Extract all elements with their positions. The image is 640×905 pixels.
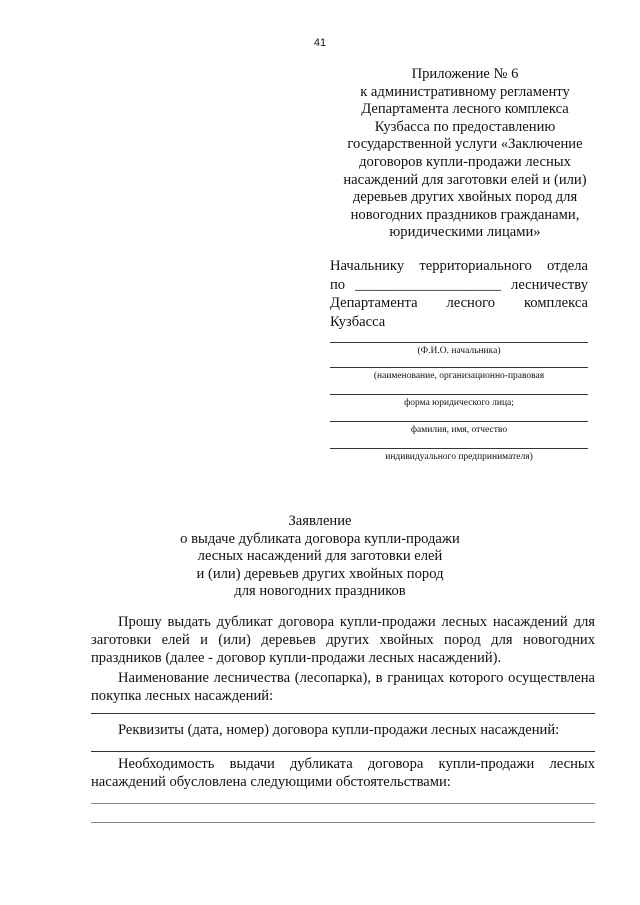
appendix-header <box>330 66 600 242</box>
appendix-line: насаждений для заготовки елей и (или) <box>343 171 587 188</box>
reasons-line[interactable] <box>91 822 595 823</box>
statement-title-block <box>0 513 640 601</box>
appendix-line: Департамента лесного комплекса <box>361 101 569 118</box>
appendix-line: Кузбасса по предоставлению <box>374 118 556 135</box>
forestry-name-line[interactable] <box>91 713 595 714</box>
addressee-word: территориального <box>419 258 532 274</box>
statement-subtitle-line: для новогодних праздников <box>234 583 406 600</box>
appendix-line: договоров купли-продажи лесных <box>359 153 571 170</box>
addressee-word: комплекса <box>523 295 588 311</box>
contract-details-label: Реквизиты (дата, номер) договора купли-продажи лесных насаждений: <box>118 722 560 738</box>
appendix-line: деревьев других хвойных пород для <box>352 189 578 206</box>
statement-subtitle-line: лесных насаждений для заготовки елей <box>197 548 443 565</box>
field-caption: индивидуального предпринимателя) <box>385 452 533 462</box>
appendix-line: Приложение № 6 <box>411 66 519 82</box>
addressee-block <box>330 257 588 331</box>
org-form-field[interactable] <box>330 394 588 409</box>
full-name-field[interactable] <box>330 421 588 436</box>
statement-title: Заявление <box>288 513 352 529</box>
addressee-word: лесничеству <box>511 276 588 293</box>
field-caption: (наименование, организационно-правовая <box>373 371 545 381</box>
forestry-blank[interactable]: ____________________ <box>355 276 502 293</box>
forestry-name-label: Наименование лесничества (лесопарка), в границах которого осуществлена покупка лесных насаждений: <box>91 670 595 704</box>
addressee-line <box>330 313 588 332</box>
appendix-line: к административному регламенту <box>360 83 570 100</box>
field-caption: (Ф.И.О. начальника) <box>417 346 501 356</box>
fill-line <box>330 394 588 395</box>
fill-line <box>330 342 588 343</box>
addressee-line <box>330 257 588 276</box>
appendix-line: новогодних праздников гражданами, <box>350 206 580 223</box>
appendix-line: государственной услуги «Заключение <box>347 136 583 153</box>
contract-details-line[interactable] <box>91 751 595 752</box>
entrepreneur-field[interactable] <box>330 448 588 463</box>
addressee-word: Начальнику <box>330 258 405 274</box>
addressee-word: Департамента <box>330 295 418 311</box>
field-caption: форма юридического лица; <box>404 398 514 408</box>
org-name-field[interactable] <box>330 367 588 382</box>
fill-line <box>330 448 588 449</box>
reasons-line[interactable] <box>91 803 595 804</box>
reasons-label: Необходимость выдачи дубликата договора купли-продажи лесных насаждений обусловлена следующими обстоятельствами: <box>91 756 595 790</box>
addressee-line <box>330 294 588 313</box>
addressee-word: отдела <box>547 258 588 274</box>
addressee-line <box>330 276 588 295</box>
statement-subtitle-line: о выдаче дубликата договора купли-продажи <box>180 530 460 547</box>
field-caption: фамилия, имя, отчество <box>410 425 508 435</box>
appendix-line: юридическими лицами» <box>389 224 541 241</box>
fill-line <box>330 367 588 368</box>
addressee-word: лесного <box>446 295 496 311</box>
fill-line <box>330 421 588 422</box>
addressee-word: по <box>330 276 346 293</box>
addressee-word: Кузбасса <box>330 313 386 330</box>
request-paragraph: Прошу выдать дубликат договора купли-продажи лесных насаждений для заготовки елей и (или) деревьев других хвойных пород для новогодних праздников (далее - договор купли-продажи лесных насаждений). <box>91 614 595 666</box>
page-number: 41 <box>313 37 327 49</box>
head-name-field[interactable] <box>330 342 588 357</box>
statement-subtitle-line: и (или) деревьев других хвойных пород <box>196 565 444 582</box>
